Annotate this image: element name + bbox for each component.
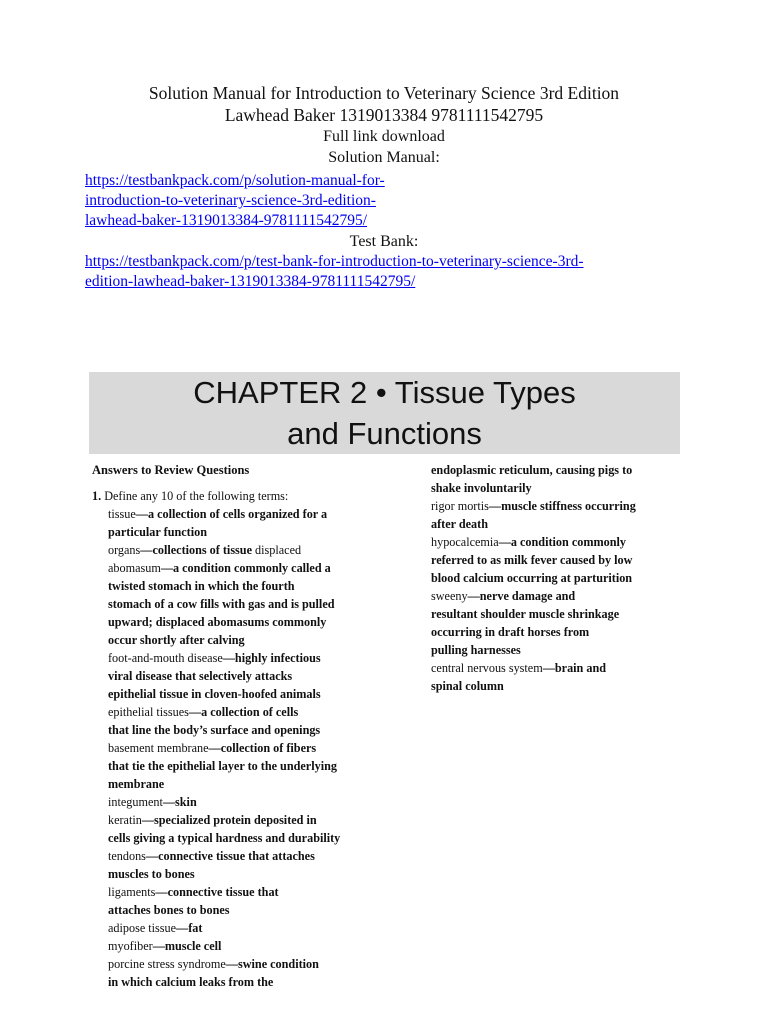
term-definition: —fat (176, 921, 203, 935)
term-line (92, 649, 392, 667)
term-name: foot-and-mouth disease (108, 651, 223, 665)
term-line (92, 739, 392, 757)
term-line (92, 811, 392, 829)
question-number: 1. (92, 489, 102, 503)
term-line (92, 901, 392, 919)
term-line (92, 757, 392, 775)
term-line (431, 677, 691, 695)
term-line (431, 569, 691, 587)
term-definition: upward; displaced abomasums commonly (108, 615, 327, 629)
term-line (92, 847, 392, 865)
solution-manual-link-line1[interactable]: https://testbankpack.com/p/solution-manual-for- (85, 172, 385, 189)
term-line (92, 721, 392, 739)
chapter-title-line1: CHAPTER 2 • Tissue Types (193, 375, 576, 410)
term-definition: twisted stomach in which the fourth (108, 579, 295, 593)
term-definition: occur shortly after calving (108, 633, 245, 647)
term-line (92, 559, 392, 577)
term-definition: —muscle stiffness occurring (488, 499, 636, 513)
term-definition: —a collection of cells organized for a (135, 507, 328, 521)
term-definition: after death (431, 517, 488, 531)
term-name: rigor mortis (431, 499, 489, 513)
term-definition: that tie the epithelial layer to the underlying (108, 759, 337, 773)
term-line (92, 541, 392, 559)
term-name: tendons (108, 849, 146, 863)
term-definition: —a condition commonly (498, 535, 626, 549)
term-name: porcine stress syndrome (108, 957, 226, 971)
term-line (92, 865, 392, 883)
term-definition: —a collection of cells (188, 705, 299, 719)
term-line (92, 973, 392, 991)
term-name: adipose tissue (108, 921, 177, 935)
term-definition: pulling harnesses (431, 643, 521, 657)
term-name: sweeny (431, 589, 468, 603)
term-definition: —skin (162, 795, 197, 809)
term-name: organs (108, 543, 141, 557)
term-definition: membrane (108, 777, 165, 791)
term-line (92, 505, 392, 523)
term-line (92, 883, 392, 901)
term-line (92, 631, 392, 649)
term-definition: —highly infectious (222, 651, 321, 665)
term-name: displaced (252, 543, 302, 557)
term-definition: muscles to bones (108, 867, 195, 881)
term-line (431, 641, 691, 659)
term-line (92, 667, 392, 685)
term-definition: —swine condition (225, 957, 319, 971)
chapter-banner (89, 372, 680, 454)
solution-manual-label: Solution Manual: (328, 149, 440, 166)
term-name: epithelial tissues (108, 705, 189, 719)
term-definition: occurring in draft horses from (431, 625, 590, 639)
term-line (431, 551, 691, 569)
term-definition: that line the body’s surface and openings (108, 723, 321, 737)
term-name: ligaments (108, 885, 156, 899)
term-definition: attaches bones to bones (108, 903, 230, 917)
term-definition: particular function (108, 525, 207, 539)
term-line (431, 515, 691, 533)
term-line (431, 479, 691, 497)
term-definition: —collection of fibers (208, 741, 317, 755)
test-bank-link-line2[interactable]: edition-lawhead-baker-1319013384-9781111542795/ (85, 273, 416, 290)
left-column (92, 461, 392, 991)
term-line (92, 595, 392, 613)
term-name: central nervous system (431, 661, 543, 675)
term-line (92, 919, 392, 937)
term-name: basement membrane (108, 741, 209, 755)
term-definition: —brain and (542, 661, 607, 675)
term-line (92, 955, 392, 973)
term-definition: spinal column (431, 679, 504, 693)
term-line (92, 703, 392, 721)
term-line (431, 623, 691, 641)
term-definition: in which calcium leaks from the (108, 975, 274, 989)
solution-manual-link-line2[interactable]: introduction-to-veterinary-science-3rd-edition- (85, 192, 376, 209)
term-definition: —connective tissue that (155, 885, 279, 899)
term-definition: —muscle cell (152, 939, 222, 953)
question-text: Define any 10 of the following terms: (101, 489, 289, 503)
term-definition: epithelial tissue in cloven-hoofed animals (108, 687, 321, 701)
document-header (0, 82, 768, 168)
full-link-label: Full link download (323, 128, 445, 145)
doc-title-line1: Solution Manual for Introduction to Veterinary Science 3rd Edition (148, 83, 620, 103)
term-line (431, 605, 691, 623)
term-line (92, 829, 392, 847)
term-definition: referred to as milk fever caused by low (431, 553, 633, 567)
term-line (92, 793, 392, 811)
term-name: tissue (108, 507, 136, 521)
doc-title-line2: Lawhead Baker 1319013384 9781111542795 (224, 105, 544, 125)
chapter-title-line2: and Functions (287, 416, 482, 451)
term-definition: —a condition commonly called a (160, 561, 331, 575)
test-bank-label: Test Bank: (349, 233, 419, 250)
right-term-list (431, 461, 691, 695)
term-line (431, 497, 691, 515)
term-line (92, 937, 392, 955)
term-line (431, 533, 691, 551)
term-definition: —collections of tissue (140, 543, 252, 557)
term-line (431, 461, 691, 479)
term-definition: resultant shoulder muscle shrinkage (431, 607, 620, 621)
review-heading: Answers to Review Questions (92, 463, 250, 477)
term-definition: stomach of a cow fills with gas and is pulled (108, 597, 335, 611)
term-name: integument (108, 795, 163, 809)
solution-manual-link-line3[interactable]: lawhead-baker-1319013384-9781111542795/ (85, 212, 368, 229)
term-line (431, 587, 691, 605)
term-definition: —connective tissue that attaches (145, 849, 315, 863)
term-definition: —specialized protein deposited in (141, 813, 317, 827)
term-line (92, 523, 392, 541)
term-definition: blood calcium occurring at parturition (431, 571, 633, 585)
term-name: hypocalcemia (431, 535, 499, 549)
question-1 (92, 487, 392, 505)
term-definition: viral disease that selectively attacks (108, 669, 293, 683)
term-line (92, 775, 392, 793)
test-bank-link-line1[interactable]: https://testbankpack.com/p/test-bank-for-introduction-to-veterinary-science-3rd- (85, 253, 584, 270)
term-definition: endoplasmic reticulum, causing pigs to (431, 463, 633, 477)
right-column (431, 461, 691, 695)
term-definition: shake involuntarily (431, 481, 532, 495)
term-line (92, 685, 392, 703)
left-term-list (92, 505, 392, 991)
term-line (92, 577, 392, 595)
term-name: myofiber (108, 939, 153, 953)
term-line (92, 613, 392, 631)
term-name: keratin (108, 813, 142, 827)
term-definition: —nerve damage and (467, 589, 576, 603)
term-line (431, 659, 691, 677)
term-name: abomasum (108, 561, 161, 575)
term-definition: cells giving a typical hardness and durability (108, 831, 341, 845)
